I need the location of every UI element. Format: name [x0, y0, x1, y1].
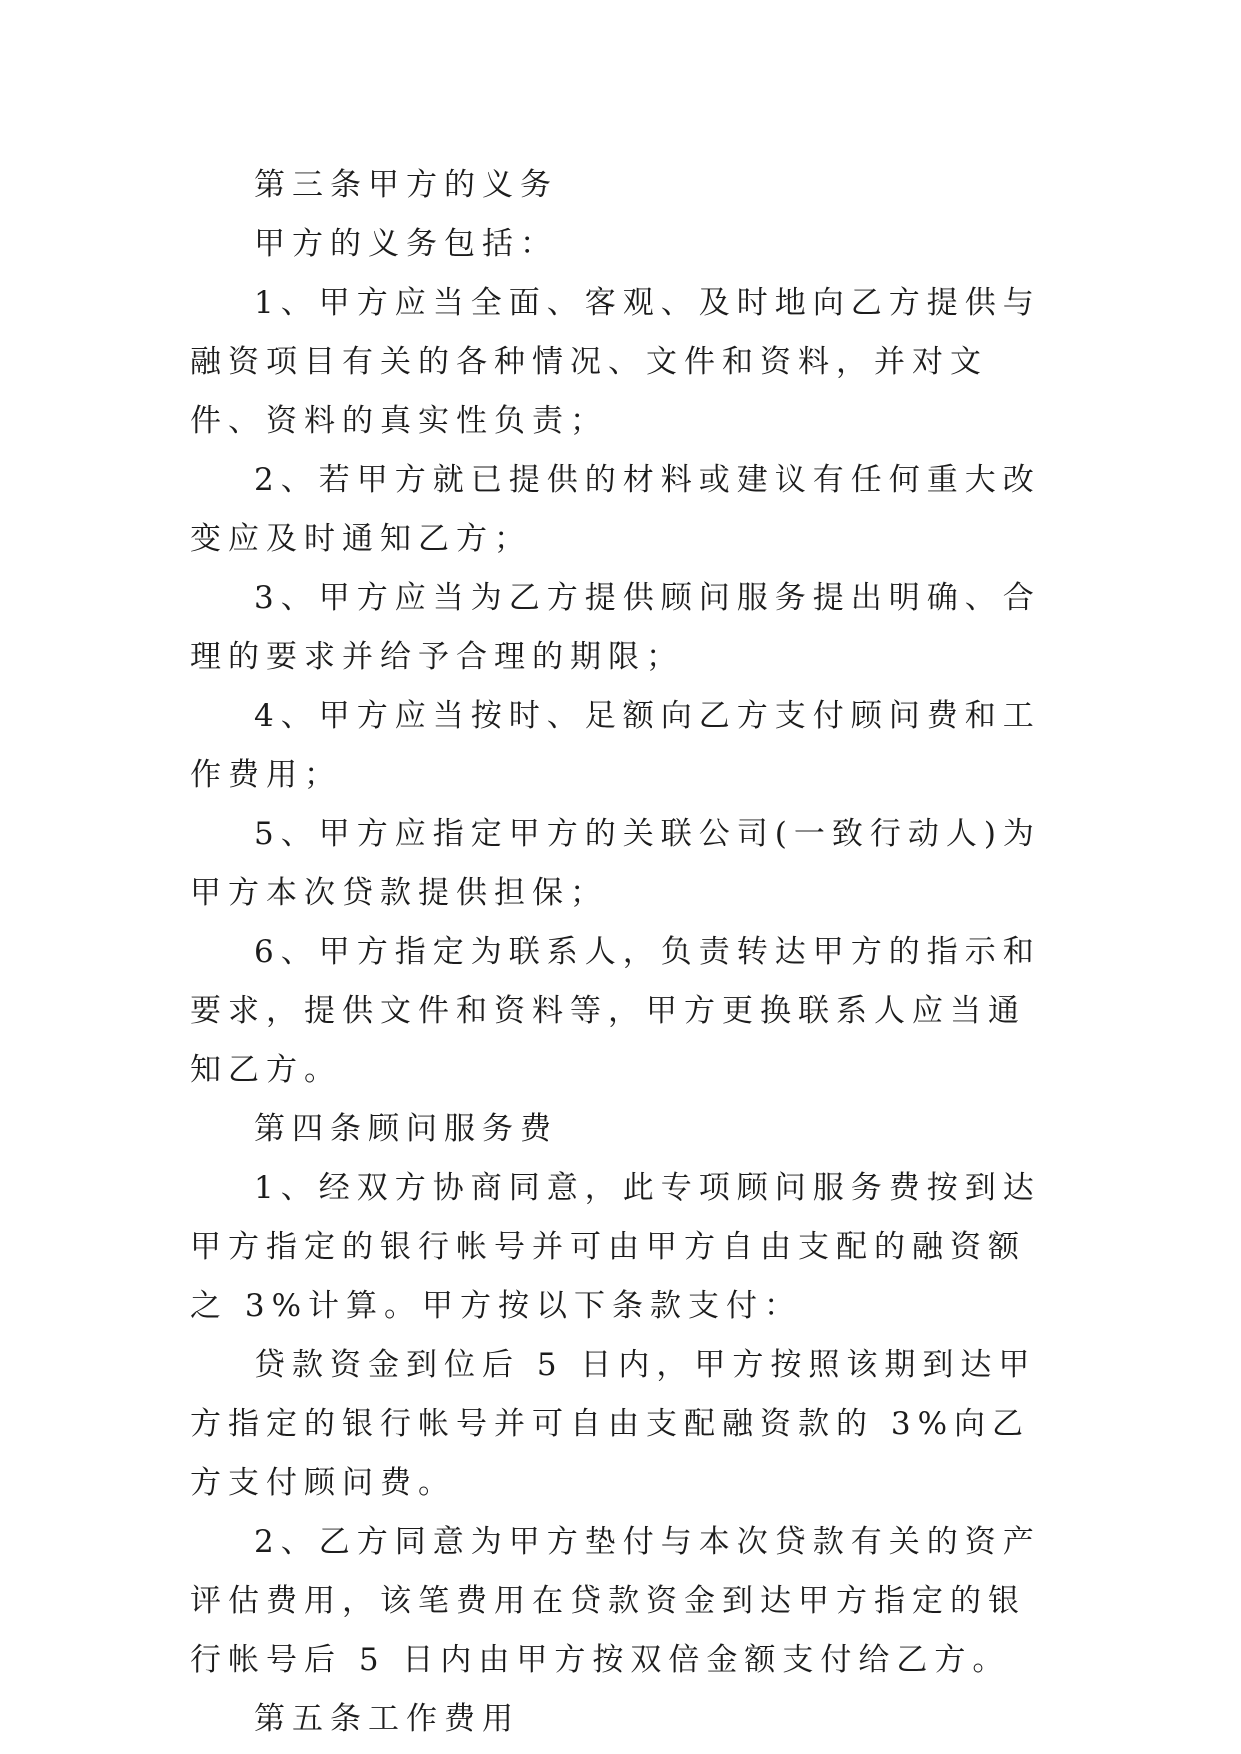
paragraph-item-2: 2、若甲方就已提供的材料或建议有任何重大改变应及时通知乙方； — [190, 462, 1041, 557]
paragraph-item-3: 3、甲方应当为乙方提供顾问服务提出明确、合理的要求并给予合理的期限； — [190, 580, 1041, 675]
paragraph-item-4: 4、甲方应当按时、足额向乙方支付顾问费和工作费用； — [190, 698, 1041, 793]
document-body — [190, 156, 1060, 1749]
paragraph-fee-2: 2、乙方同意为甲方垫付与本次贷款有关的资产评估费用，该笔费用在贷款资金到达甲方指定的银行帐号后 5 日内由甲方按双倍金额支付给乙方。 — [190, 1524, 1041, 1678]
heading-article-5: 第五条工作费用 — [254, 1701, 520, 1737]
heading-article-4: 第四条顾问服务费 — [254, 1111, 558, 1147]
paragraph-item-5: 5、甲方应指定甲方的关联公司(一致行动人)为甲方本次贷款提供担保； — [190, 816, 1041, 911]
heading-article-3: 第三条甲方的义务 — [254, 167, 558, 203]
paragraph-obligations-intro: 甲方的义务包括： — [254, 226, 558, 262]
paragraph-fee-1: 1、经双方协商同意，此专项顾问服务费按到达甲方指定的银行帐号并可由甲方自由支配的融资额之 3%计算。甲方按以下条款支付： — [190, 1170, 1041, 1324]
paragraph-fee-payment: 贷款资金到位后 5 日内，甲方按照该期到达甲方指定的银行帐号并可自由支配融资款的 3%向乙方支付顾问费。 — [190, 1347, 1037, 1501]
paragraph-item-6: 6、甲方指定为联系人，负责转达甲方的指示和要求，提供文件和资料等，甲方更换联系人应当通知乙方。 — [190, 934, 1041, 1088]
paragraph-item-1: 1、甲方应当全面、客观、及时地向乙方提供与融资项目有关的各种情况、文件和资料，并对文件、资料的真实性负责； — [190, 285, 1041, 439]
